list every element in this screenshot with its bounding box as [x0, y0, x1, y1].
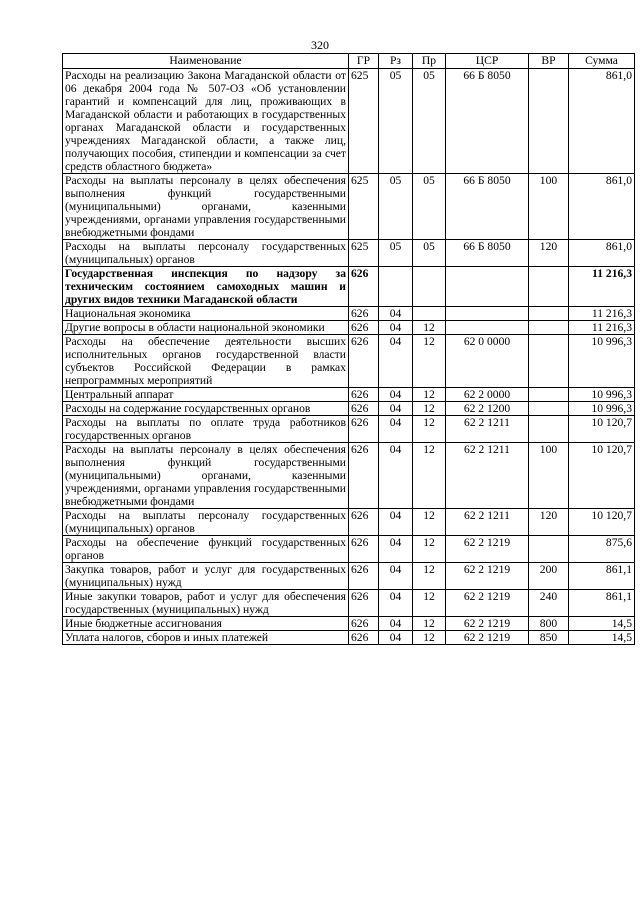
cell-csr — [446, 267, 529, 307]
cell-csr: 66 Б 8050 — [446, 174, 529, 240]
cell-vr — [529, 267, 569, 307]
cell-pr: 05 — [413, 174, 446, 240]
cell-pr: 12 — [413, 321, 446, 335]
cell-rz: 04 — [379, 509, 413, 536]
table-row — [63, 402, 635, 416]
cell-csr: 62 2 1211 — [446, 509, 529, 536]
table-row — [63, 388, 635, 402]
cell-pr: 12 — [413, 536, 446, 563]
cell-rz: 04 — [379, 443, 413, 509]
cell-csr: 66 Б 8050 — [446, 240, 529, 267]
cell-sum: 861,0 — [569, 174, 635, 240]
cell-csr: 62 2 1219 — [446, 536, 529, 563]
cell-gr: 626 — [349, 631, 379, 645]
cell-rz: 05 — [379, 240, 413, 267]
cell-name: Национальная экономика — [63, 307, 349, 321]
cell-rz: 04 — [379, 590, 413, 617]
cell-sum: 861,1 — [569, 563, 635, 590]
cell-pr: 05 — [413, 240, 446, 267]
cell-csr: 62 2 1200 — [446, 402, 529, 416]
cell-name: Расходы на содержание государственных органов — [63, 402, 349, 416]
cell-pr: 12 — [413, 509, 446, 536]
cell-csr: 62 0 0000 — [446, 335, 529, 388]
cell-sum: 10 120,7 — [569, 443, 635, 509]
cell-sum: 10 996,3 — [569, 388, 635, 402]
cell-rz: 04 — [379, 563, 413, 590]
cell-gr: 626 — [349, 536, 379, 563]
cell-vr — [529, 321, 569, 335]
cell-rz: 04 — [379, 388, 413, 402]
cell-gr: 626 — [349, 335, 379, 388]
cell-vr: 850 — [529, 631, 569, 645]
cell-name: Уплата налогов, сборов и иных платежей — [63, 631, 349, 645]
budget-table — [62, 53, 635, 645]
cell-rz: 05 — [379, 174, 413, 240]
header-vr: ВР — [529, 54, 569, 69]
cell-gr: 626 — [349, 307, 379, 321]
cell-vr: 100 — [529, 174, 569, 240]
cell-vr: 100 — [529, 443, 569, 509]
table-row — [63, 509, 635, 536]
cell-rz: 05 — [379, 69, 413, 174]
cell-csr: 62 2 0000 — [446, 388, 529, 402]
cell-pr: 12 — [413, 631, 446, 645]
cell-gr: 626 — [349, 321, 379, 335]
cell-name: Расходы на реализацию Закона Магаданской области от 06 декабря 2004 года № 507-ОЗ «Об установлении гарантий и компенсаций для лиц, проживающих в Магаданской области и работающих в государственных органах Магаданской области и государственных учреждениях Магаданской области, а также лиц, получающих пособия, стипендии и компенсации за счет средств областного бюджета» — [63, 69, 349, 174]
table-row — [63, 617, 635, 631]
cell-sum: 10 120,7 — [569, 416, 635, 443]
header-csr: ЦСР — [446, 54, 529, 69]
cell-sum: 875,6 — [569, 536, 635, 563]
cell-name: Государственная инспекция по надзору за техническим состоянием самоходных машин и других видов техники Магаданской области — [63, 267, 349, 307]
cell-sum: 11 216,3 — [569, 267, 635, 307]
cell-csr: 62 2 1211 — [446, 443, 529, 509]
cell-name: Расходы на выплаты персоналу в целях обеспечения выполнения функций государственными (муниципальными) органами, казенными учреждениями, органами управления государственными внебюджетными фондами — [63, 174, 349, 240]
cell-name: Расходы на выплаты персоналу государственных (муниципальных) органов — [63, 509, 349, 536]
table-row — [63, 563, 635, 590]
cell-csr: 62 2 1211 — [446, 416, 529, 443]
cell-csr: 62 2 1219 — [446, 617, 529, 631]
header-sum: Сумма — [569, 54, 635, 69]
cell-csr: 66 Б 8050 — [446, 69, 529, 174]
cell-vr: 240 — [529, 590, 569, 617]
cell-sum: 14,5 — [569, 617, 635, 631]
cell-gr: 626 — [349, 563, 379, 590]
cell-rz: 04 — [379, 321, 413, 335]
cell-pr: 12 — [413, 402, 446, 416]
header-name: Наименование — [63, 54, 349, 69]
cell-name: Иные бюджетные ассигнования — [63, 617, 349, 631]
cell-name: Расходы на обеспечение функций государственных органов — [63, 536, 349, 563]
cell-gr: 626 — [349, 388, 379, 402]
cell-vr — [529, 335, 569, 388]
cell-gr: 626 — [349, 590, 379, 617]
cell-gr: 625 — [349, 69, 379, 174]
cell-sum: 14,5 — [569, 631, 635, 645]
cell-vr: 200 — [529, 563, 569, 590]
table-row — [63, 590, 635, 617]
cell-gr: 626 — [349, 402, 379, 416]
cell-rz: 04 — [379, 335, 413, 388]
cell-pr: 12 — [413, 563, 446, 590]
cell-name: Расходы на обеспечение деятельности высших исполнительных органов государственной власти субъектов Российской Федерации в рамках непрограммных мероприятий — [63, 335, 349, 388]
cell-pr: 05 — [413, 69, 446, 174]
cell-rz: 04 — [379, 617, 413, 631]
cell-csr: 62 2 1219 — [446, 563, 529, 590]
cell-rz: 04 — [379, 631, 413, 645]
cell-pr — [413, 307, 446, 321]
cell-csr — [446, 307, 529, 321]
cell-sum: 10 996,3 — [569, 402, 635, 416]
cell-sum: 11 216,3 — [569, 307, 635, 321]
cell-sum: 861,0 — [569, 240, 635, 267]
cell-vr — [529, 307, 569, 321]
header-gr: ГР — [349, 54, 379, 69]
header-row — [63, 54, 635, 69]
cell-name: Центральный аппарат — [63, 388, 349, 402]
cell-sum: 861,1 — [569, 590, 635, 617]
cell-sum: 10 120,7 — [569, 509, 635, 536]
cell-pr: 12 — [413, 335, 446, 388]
cell-gr: 626 — [349, 416, 379, 443]
cell-gr: 625 — [349, 174, 379, 240]
cell-gr: 626 — [349, 443, 379, 509]
cell-vr — [529, 388, 569, 402]
cell-vr — [529, 536, 569, 563]
cell-name: Расходы на выплаты персоналу государственных (муниципальных) органов — [63, 240, 349, 267]
cell-vr: 800 — [529, 617, 569, 631]
table-row — [63, 335, 635, 388]
cell-sum: 10 996,3 — [569, 335, 635, 388]
cell-name: Расходы на выплаты по оплате труда работников государственных органов — [63, 416, 349, 443]
table-row — [63, 69, 635, 174]
cell-name: Иные закупки товаров, работ и услуг для обеспечения государственных (муниципальных) нужд — [63, 590, 349, 617]
cell-rz: 04 — [379, 416, 413, 443]
header-rz: Рз — [379, 54, 413, 69]
table-row — [63, 267, 635, 307]
cell-sum: 861,0 — [569, 69, 635, 174]
cell-vr — [529, 69, 569, 174]
cell-sum: 11 216,3 — [569, 321, 635, 335]
cell-rz — [379, 267, 413, 307]
cell-pr: 12 — [413, 443, 446, 509]
cell-gr: 625 — [349, 240, 379, 267]
cell-rz: 04 — [379, 307, 413, 321]
cell-gr: 626 — [349, 509, 379, 536]
cell-vr — [529, 402, 569, 416]
cell-rz: 04 — [379, 402, 413, 416]
table-row — [63, 416, 635, 443]
cell-vr: 120 — [529, 240, 569, 267]
cell-pr: 12 — [413, 416, 446, 443]
table-row — [63, 240, 635, 267]
cell-rz: 04 — [379, 536, 413, 563]
cell-vr — [529, 416, 569, 443]
table-row — [63, 443, 635, 509]
table-body — [63, 69, 635, 645]
cell-csr: 62 2 1219 — [446, 631, 529, 645]
cell-vr: 120 — [529, 509, 569, 536]
table-row — [63, 307, 635, 321]
table-header — [63, 54, 635, 69]
cell-pr: 12 — [413, 388, 446, 402]
cell-gr: 626 — [349, 617, 379, 631]
cell-name: Другие вопросы в области национальной экономики — [63, 321, 349, 335]
cell-gr: 626 — [349, 267, 379, 307]
cell-name: Закупка товаров, работ и услуг для государственных (муниципальных) нужд — [63, 563, 349, 590]
table-row — [63, 631, 635, 645]
table-row — [63, 536, 635, 563]
cell-pr: 12 — [413, 617, 446, 631]
table-row — [63, 174, 635, 240]
cell-pr — [413, 267, 446, 307]
cell-csr — [446, 321, 529, 335]
page-number: 320 — [311, 38, 329, 52]
cell-csr: 62 2 1219 — [446, 590, 529, 617]
table-row — [63, 321, 635, 335]
header-pr: Пр — [413, 54, 446, 69]
cell-name: Расходы на выплаты персоналу в целях обеспечения выполнения функций государственными (муниципальными) органами, казенными учреждениями, органами управления государственными внебюджетными фондами — [63, 443, 349, 509]
cell-pr: 12 — [413, 590, 446, 617]
